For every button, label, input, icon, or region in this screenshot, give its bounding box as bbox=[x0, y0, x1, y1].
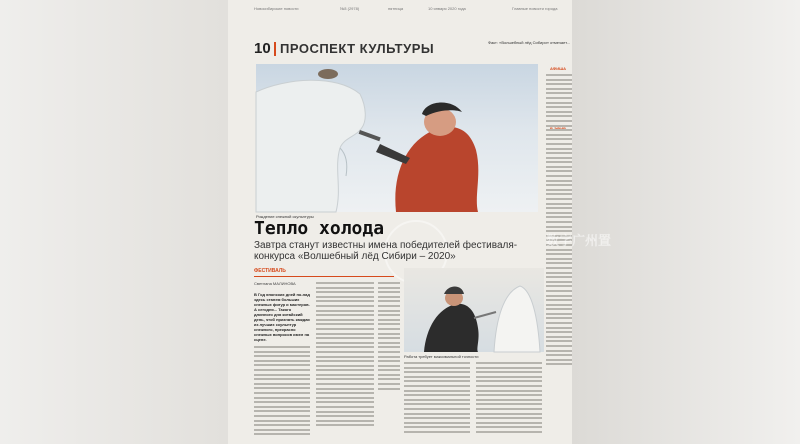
page-header-strip bbox=[228, 0, 572, 16]
strip-day: пятница bbox=[388, 6, 404, 11]
background-left bbox=[0, 0, 228, 444]
background-right bbox=[572, 0, 800, 444]
sculptor-glove bbox=[376, 144, 410, 164]
bird-figure bbox=[318, 69, 338, 79]
strip-left: Новосибирские новости bbox=[254, 6, 299, 11]
side-fact bbox=[488, 40, 572, 45]
worker-hat bbox=[444, 287, 464, 295]
strip-issue: №3 (2978) bbox=[340, 6, 360, 11]
sculptor-coat bbox=[395, 127, 478, 212]
worker-jacket bbox=[424, 304, 479, 352]
secondary-photo-caption: Работа требует максимальной точности bbox=[404, 354, 479, 359]
newspaper-page bbox=[228, 0, 612, 444]
photo-caption: Рождение снежной скульптуры bbox=[256, 214, 314, 219]
rubric-label: ФЕСТИВАЛЬ bbox=[254, 268, 286, 274]
side-fact-text: Факт: «Волшебный лёд Сибири» отмечает... bbox=[488, 40, 570, 45]
rubric-rule bbox=[254, 276, 394, 277]
text-column-5 bbox=[476, 362, 542, 444]
text-column-side bbox=[546, 74, 572, 444]
text-column-2 bbox=[316, 282, 374, 444]
ice-sculptor-illustration bbox=[256, 64, 538, 212]
secondary-photo bbox=[404, 268, 544, 352]
carving-tool bbox=[359, 130, 381, 141]
article-lead: В Год японских дней по-над здесь станем больших снежных фигур и мастеров. А сегодня... Такого длинного дня китайский день, чтоб признать каждая из лучших скульптур снежного, прекрасно снежных вопросов имел на сцене. bbox=[254, 292, 310, 342]
snow-sculpture-shape bbox=[256, 80, 365, 212]
worker-tool bbox=[474, 312, 496, 318]
article-headline: Тепло холода bbox=[254, 218, 385, 239]
section-title: ПРОСПЕКТ КУЛЬТУРЫ bbox=[280, 41, 435, 56]
strip-right: Главные новости города bbox=[512, 6, 558, 11]
article-subhead: Завтра станут известны имена победителей фестиваля-конкурса «Волшебный лёд Сибири – 2020» bbox=[254, 240, 518, 262]
text-column-3 bbox=[378, 282, 400, 444]
author-byline: Светлана МАЛИНОВА bbox=[254, 281, 296, 286]
text-column-4 bbox=[404, 362, 470, 444]
page-number: 10 bbox=[254, 40, 271, 57]
main-photo bbox=[256, 64, 538, 212]
ice-block bbox=[494, 286, 540, 352]
strip-date: 10 января 2020 года bbox=[428, 6, 466, 11]
sculptor-at-work-illustration bbox=[404, 268, 544, 352]
sculpture-contour bbox=[340, 148, 347, 176]
side-tag-afisha: АФИША bbox=[550, 66, 566, 71]
text-column-1 bbox=[254, 346, 310, 444]
section-divider bbox=[274, 42, 276, 56]
watermark-text: 数字广州置 bbox=[546, 233, 612, 248]
